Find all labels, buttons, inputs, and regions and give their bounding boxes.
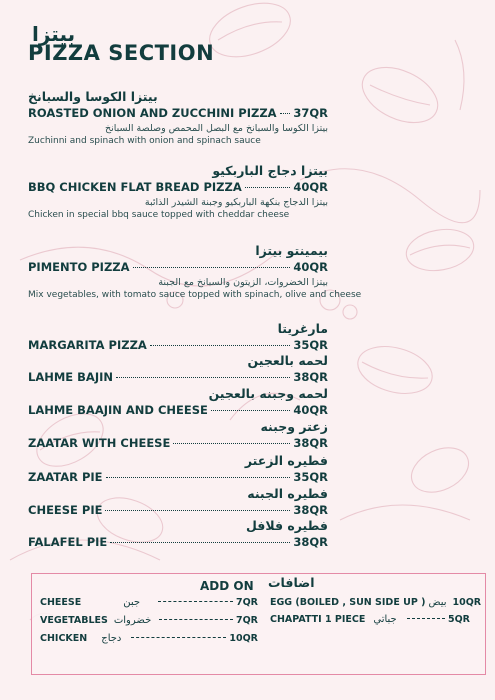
item-row xyxy=(28,435,328,451)
menu-item xyxy=(28,242,362,302)
item-row xyxy=(28,259,328,275)
item-name: MARGARITA PIZZA xyxy=(28,338,147,352)
menu-item xyxy=(28,162,328,222)
addon-title: ADD ON xyxy=(200,579,254,593)
section-title-arabic: بيتزا xyxy=(32,22,76,46)
dotted-leader xyxy=(211,410,290,411)
addon-item xyxy=(40,597,258,608)
item-name: PIMENTO PIZZA xyxy=(28,260,130,274)
item-description-arabic: بيتزا الكوسا والسبانخ مع البصل المحمص وصلصة السبانخ xyxy=(104,123,328,134)
addon-name: CHAPATTI 1 PIECE xyxy=(270,614,366,625)
item-name-arabic: لحمه بالعجين xyxy=(247,353,328,368)
item-name-arabic: لحمه وجبنه بالعجين xyxy=(208,386,328,401)
addon-item xyxy=(40,615,258,626)
item-name-arabic: بيمينتو بيتزا xyxy=(255,243,328,258)
item-description: Chicken in special bbq sauce topped with cheddar cheese xyxy=(28,210,290,220)
item-row xyxy=(28,402,328,418)
menu-item xyxy=(28,321,328,353)
addon-item xyxy=(270,597,482,608)
dotted-leader xyxy=(116,377,290,378)
item-price: 38QR xyxy=(293,535,328,549)
addon-price: 7QR xyxy=(235,597,258,608)
addon-item xyxy=(40,633,258,644)
item-price: 38QR xyxy=(293,503,328,517)
addon-title-arabic: اضافات xyxy=(268,575,315,590)
item-name-arabic: فطيره فلافل xyxy=(246,518,328,533)
addon-name-arabic: بيض xyxy=(428,597,447,608)
item-price: 38QR xyxy=(293,436,328,450)
addon-price: 10QR xyxy=(452,597,482,608)
item-name: FALAFEL PIE xyxy=(28,535,108,549)
item-name: LAHME BAJIN xyxy=(28,370,114,384)
item-price: 40QR xyxy=(293,260,328,274)
item-price: 35QR xyxy=(293,338,328,352)
item-name: BBQ CHICKEN FLAT BREAD PIZZA xyxy=(28,180,242,194)
item-price: 38QR xyxy=(293,370,328,384)
dotted-leader xyxy=(245,187,291,188)
item-price: 40QR xyxy=(293,180,328,194)
item-price: 40QR xyxy=(293,403,328,417)
item-name: CHEESE PIE xyxy=(28,503,103,517)
menu-item xyxy=(28,453,328,485)
item-row xyxy=(28,534,328,550)
item-name-arabic: بيتزا دجاج الباربكيو xyxy=(212,163,328,178)
item-description-arabic: بيتزا الدجاج بنكهة الباربكيو وجبنة الشيدر الذائبة xyxy=(144,197,328,208)
addon-item xyxy=(270,614,470,625)
addon-price: 10QR xyxy=(229,633,258,644)
addon-name-arabic: جباتي xyxy=(373,614,397,625)
addon-price: 7QR xyxy=(235,615,258,626)
item-name: ROASTED ONION AND ZUCCHINI PIZZA xyxy=(28,106,277,120)
item-description: Mix vegetables, with tomato sauce topped with spinach, olive and cheese xyxy=(28,290,362,300)
section-title: PIZZA SECTION xyxy=(28,41,215,65)
item-row xyxy=(28,179,328,195)
dotted-leader xyxy=(133,267,291,268)
dotted-leader xyxy=(110,542,290,543)
dotted-leader xyxy=(150,345,291,346)
menu-item xyxy=(28,518,328,550)
addon-price: 5QR xyxy=(447,614,470,625)
addon-name: CHEESE xyxy=(40,597,82,608)
menu-item xyxy=(28,419,328,451)
item-name: ZAATAR PIE xyxy=(28,470,103,484)
dotted-leader xyxy=(159,619,233,620)
addon-name: CHICKEN xyxy=(40,633,88,644)
item-description-arabic: بيتزا الخضروات، الزيتون والسبانخ مع الجبنة xyxy=(158,277,328,288)
item-row xyxy=(28,502,328,518)
item-name-arabic: مارغريتا xyxy=(277,321,328,336)
item-name-arabic: زعتر وجبنه xyxy=(260,419,328,434)
addon-name-arabic: دجاج xyxy=(101,633,122,644)
item-name: LAHME BAAJIN AND CHEESE xyxy=(28,403,208,417)
dotted-leader xyxy=(407,618,445,619)
menu-item xyxy=(28,88,328,148)
item-name-arabic: بيتزا الكوسا والسبانخ xyxy=(28,89,158,104)
menu-item xyxy=(28,486,328,518)
dotted-leader xyxy=(106,477,291,478)
menu-item xyxy=(28,353,328,385)
addon-name: EGG (BOILED , SUN SIDE UP ) xyxy=(270,597,426,608)
dotted-leader xyxy=(105,510,290,511)
addon-name-arabic: خضروات xyxy=(113,615,152,626)
menu-item xyxy=(28,386,328,418)
item-row xyxy=(28,369,328,385)
addon-name-arabic: جبن xyxy=(123,597,141,608)
item-description: Zuchinni and spinach with onion and spinach sauce xyxy=(28,136,261,146)
item-row xyxy=(28,469,328,485)
item-name: ZAATAR WITH CHEESE xyxy=(28,436,171,450)
item-name-arabic: فطيره الجبنه xyxy=(247,486,328,501)
dotted-leader xyxy=(131,637,226,638)
item-row xyxy=(28,105,328,121)
item-name-arabic: فطيره الزعتر xyxy=(244,453,328,468)
dotted-leader xyxy=(173,443,290,444)
item-price: 37QR xyxy=(293,106,328,120)
dotted-leader xyxy=(280,113,291,114)
addon-name: VEGETABLES xyxy=(40,615,108,626)
item-price: 35QR xyxy=(293,470,328,484)
dotted-leader xyxy=(158,601,233,602)
item-row xyxy=(28,337,328,353)
